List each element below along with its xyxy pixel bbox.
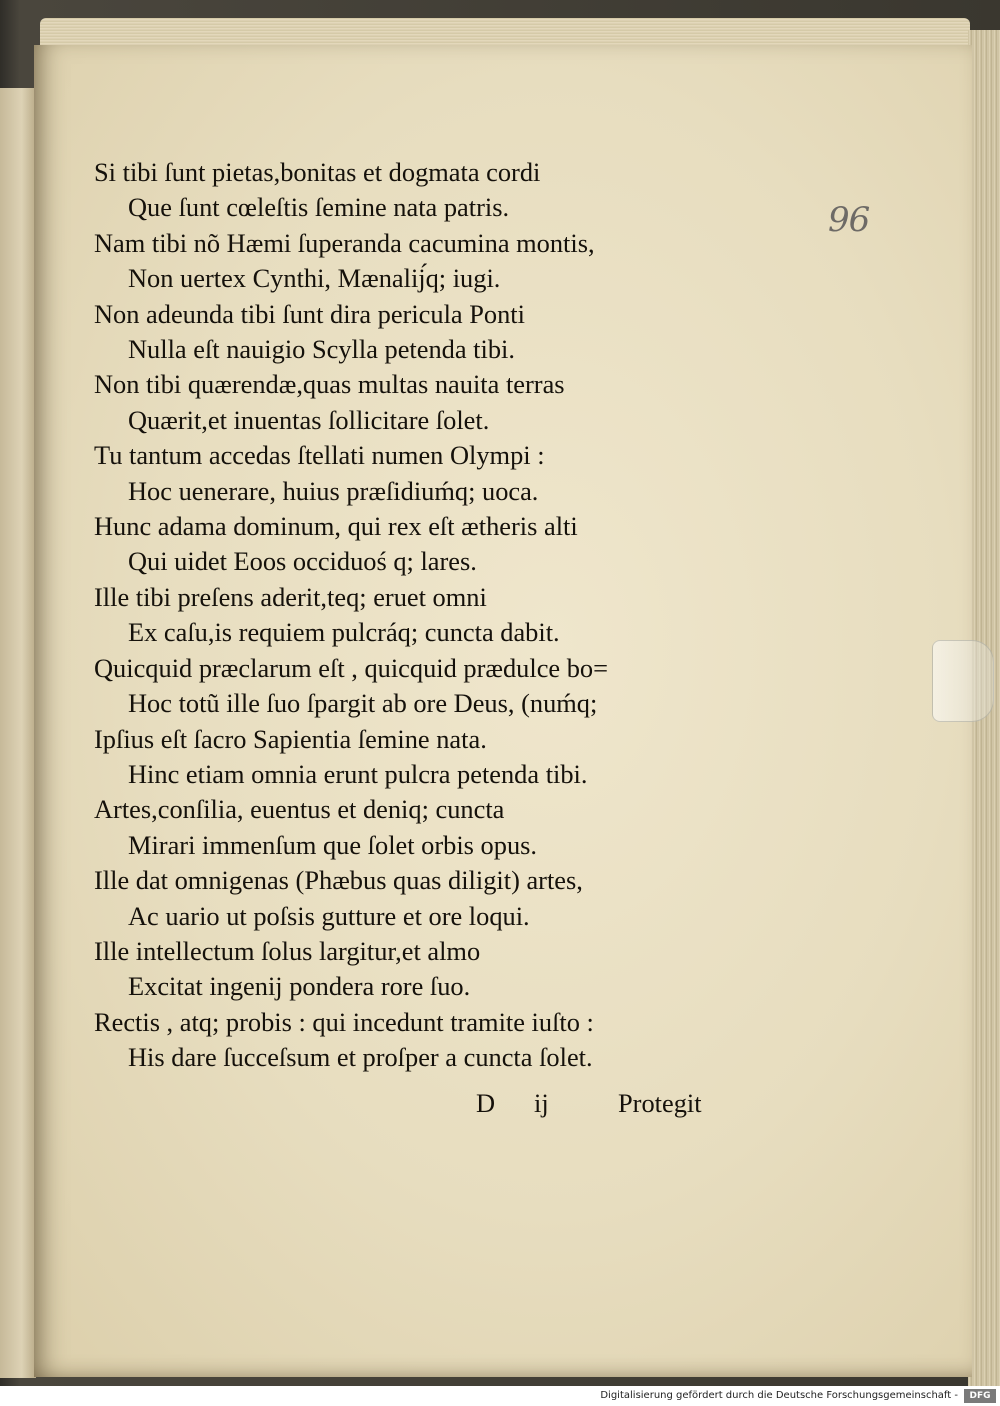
verse-line: Non uertex Cynthi, Mænalij́q; iugi. [128, 263, 501, 294]
verse-line: Hinc etiam omnia erunt pulcra petenda tibi. [128, 758, 588, 789]
verse-line: Nulla eſt nauigio Scylla petenda tibi. [128, 334, 515, 365]
dfg-logo: DFG [964, 1389, 996, 1403]
page-edges-top [40, 18, 970, 48]
verse-line: Ac uario ut poſsis gutture et ore loqui. [128, 900, 530, 931]
verse-line: Ille intellectum ſolus largitur,et almo [94, 935, 481, 966]
verse-line: Que ſunt cœleſtis ſemine nata patris. [128, 192, 510, 223]
verse-line: Hoc totũ ille ſuo ſpargit ab ore Deus, (nuḿq; [128, 688, 598, 719]
verse-line: Ille dat omnigenas (Phæbus quas diligit) artes, [94, 865, 583, 896]
verse-line: Hunc adama dominum, qui rex eſt ætheris alti [94, 511, 578, 542]
folio-number: 96 [828, 200, 870, 240]
signature-number: ij [534, 1088, 549, 1118]
verse-line: Si tibi ſunt pietas,bonitas et dogmata cordi [94, 157, 541, 187]
catch-line [94, 1088, 744, 1124]
clip-marker [932, 640, 994, 722]
catchword: Protegit [618, 1088, 702, 1118]
footer-credit: Digitalisierung gefördert durch die Deutsche Forschungsgemeinschaft - [600, 1390, 958, 1401]
verse-line: Qui uidet Eoos occiduoś q; lares. [128, 546, 477, 577]
verse-line: Artes,conſilia, euentus et deniq; cuncta [94, 794, 505, 825]
verse-line: Quærit,et inuentas ſollicitare ſolet. [128, 404, 490, 435]
signature-letter: D [476, 1088, 496, 1118]
verse-text [94, 155, 744, 1076]
verse-line: Ille tibi preſens aderit,teq; eruet omni [94, 581, 487, 612]
verse-line: Non adeunda tibi ſunt dira pericula Ponti [94, 298, 525, 329]
verse-line: Quicquid præclarum eſt , quicquid prædulce bo= [94, 652, 608, 683]
verse-line: Ipſius eſt ſacro Sapientia ſemine nata. [94, 723, 487, 754]
verse-line: Ex caſu,is requiem pulcráq; cuncta dabit. [128, 617, 560, 648]
verse-line: Hoc uenerare, huius præſidiuḿq; uoca. [128, 475, 539, 506]
verse-line: Rectis , atq; probis : qui incedunt tramite iuſto : [94, 1006, 594, 1037]
verse-line: His dare ſucceſsum et proſper a cuncta ſolet. [128, 1042, 593, 1073]
verse-line: Tu tantum accedas ſtellati numen Olympi : [94, 440, 545, 471]
footer-bar [0, 1386, 1000, 1406]
verse-line: Mirari immenſum que ſolet orbis opus. [128, 829, 538, 860]
verse-line: Excitat ingenij pondera rore ſuo. [128, 971, 471, 1002]
verse-line: Non tibi quærendæ,quas multas nauita terras [94, 369, 565, 400]
facing-page-gutter [0, 88, 36, 1378]
verse-line: Nam tibi nõ Hæmi ſuperanda cacumina montis, [94, 227, 595, 258]
